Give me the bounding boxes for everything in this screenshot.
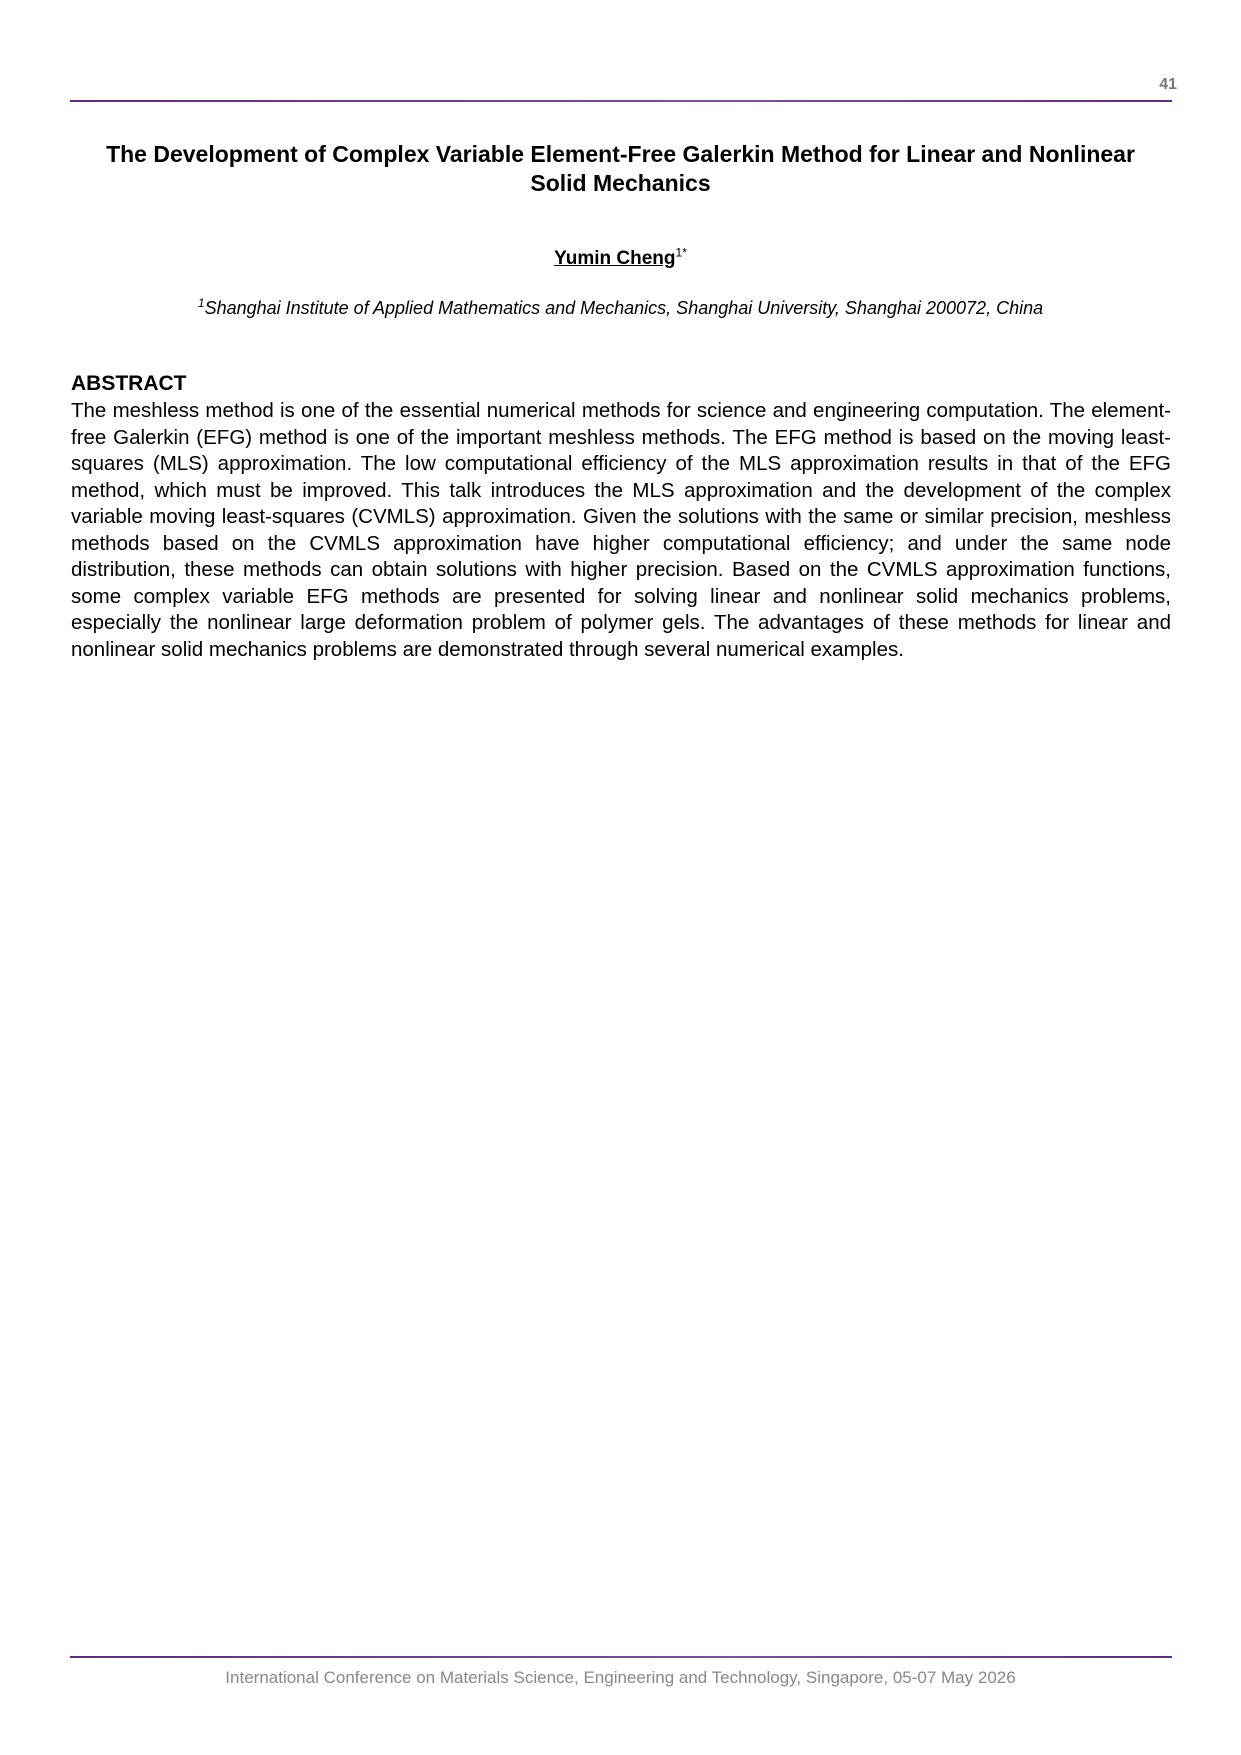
paper-title: The Development of Complex Variable Element-Free Galerkin Method for Linear and Nonlinear Solid Mechanics [106,141,1135,196]
page-number: 41 [1159,76,1177,93]
header-divider [70,100,1172,102]
affiliation-text: Shanghai Institute of Applied Mathematics and Mechanics, Shanghai University, Shanghai 200072, China [204,298,1044,318]
author-name: Yumin Cheng [554,248,676,269]
author-line [0,245,1241,270]
affiliation [0,298,1241,319]
footer-text: International Conference on Materials Science, Engineering and Technology, Singapore, 05-07 May 2026 [225,1668,1016,1687]
affiliation-superscript: 1 [197,296,205,310]
author-superscript: 1* [675,245,687,260]
footer-divider [70,1656,1172,1658]
abstract-heading: ABSTRACT [71,372,187,395]
abstract-body: The meshless method is one of the essential numerical methods for science and engineering computation. The element-free Galerkin (EFG) method is one of the important meshless methods. The EFG method is based on the moving least-squares (MLS) approximation. The low computational efficiency of the MLS approximation results in that of the EFG method, which must be improved. This talk introduces the MLS approximation and the development of the complex variable moving least-squares (CVMLS) approximation. Given the solutions with the same or similar precision, meshless methods based on the CVMLS approximation have higher computational efficiency; and under the same node distribution, these methods can obtain solutions with higher precision. Based on the CVMLS approximation functions, some complex variable EFG methods are presented for solving linear and nonlinear solid mechanics problems, especially the nonlinear large deformation problem of polymer gels. The advantages of these methods for linear and nonlinear solid mechanics problems are demonstrated through several numerical examples. [71,399,1171,661]
